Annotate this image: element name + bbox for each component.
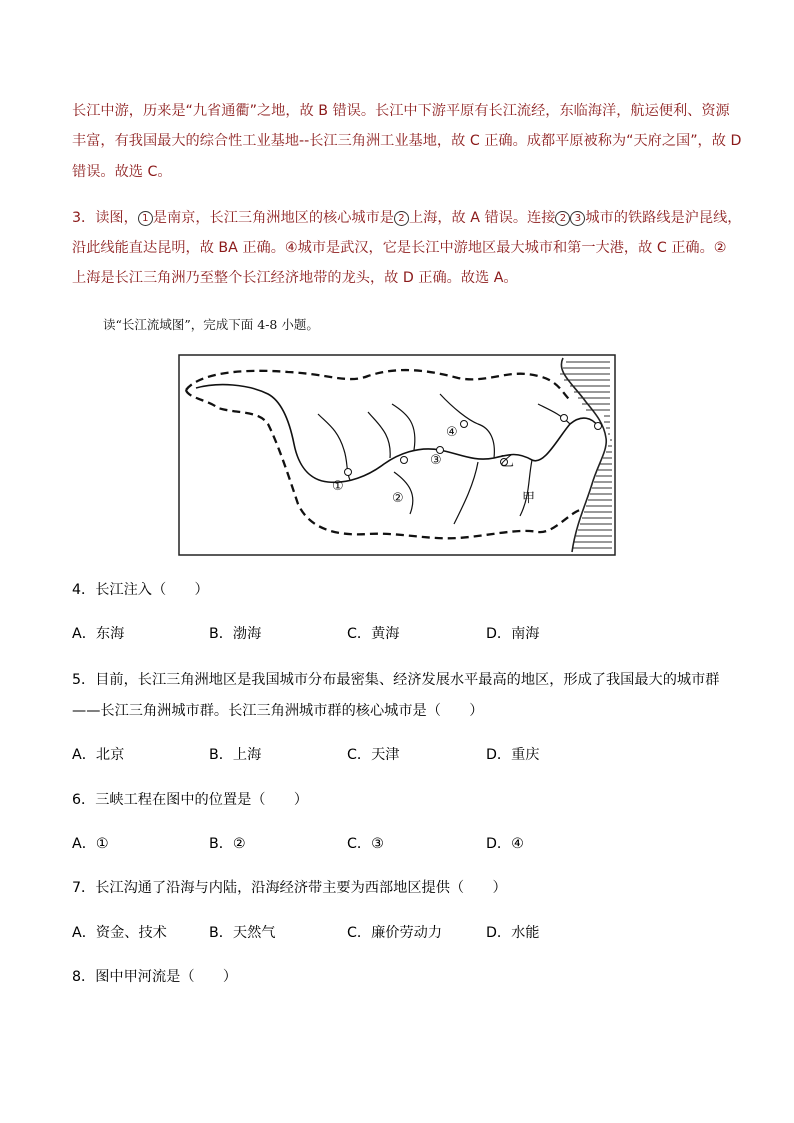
q6-option-a[interactable]: A．① [72,836,109,852]
map-label-jia: 甲 [522,491,536,506]
q7-option-b[interactable]: B．天然气 [209,925,276,941]
q3-text-b: 是南京，长江三角洲地区的核心城市是 [152,210,394,226]
map-label-3: ③ [430,453,442,468]
q4-option-d[interactable]: D．南海 [486,626,540,642]
answer-q3-line-2: 沿此线能直达昆明，故 BA 正确。④城市是武汉，它是长江中游地区最大城市和第一大港，故 C 正确。② [72,240,727,256]
q5-option-a[interactable]: A．北京 [72,747,125,763]
answer-q3-line-3: 上海是长江三角洲乃至整个长江经济地带的龙头，故 D 正确。故选 A。 [72,270,518,286]
circled-number: 2 [555,211,570,226]
answer-line-2: 丰富，有我国最大的综合性工业基地--长江三角洲工业基地，故 C 正确。成都平原被称为“天府之国”，故 D [72,133,742,149]
circled-number: 3 [570,211,585,226]
q3-text-c: 上海，故 A 错误。连接 [408,210,556,226]
q5-option-b[interactable]: B．上海 [209,747,262,763]
q7-option-c[interactable]: C．廉价劳动力 [347,925,443,941]
circled-number: 1 [138,211,153,226]
question-6: 6．三峡工程在图中的位置是（ ） [72,792,309,808]
q3-text-a: 3．读图， [72,210,138,226]
q5-option-d[interactable]: D．重庆 [486,747,540,763]
map-label-2: ② [392,491,404,506]
q6-option-c[interactable]: C．③ [347,836,384,852]
answer-line-1: 长江中游，历来是“九省通衢”之地，故 B 错误。长江中下游平原有长江流经，东临海洋，航运便利、资源 [72,103,730,119]
yangtze-basin-map [178,354,616,556]
q6-option-d[interactable]: D．④ [486,836,524,852]
answer-line-3: 错误。故选 C。 [72,164,172,180]
q5-option-c[interactable]: C．天津 [347,747,400,763]
question-8: 8．图中甲河流是（ ） [72,969,238,985]
q7-option-d[interactable]: D．水能 [486,925,540,941]
map-label-4: ④ [446,425,458,440]
question-4: 4．长江注入（ ） [72,582,209,598]
map-label-1: ① [332,479,344,494]
question-5: 5．目前，长江三角洲地区是我国城市分布最密集、经济发展水平最高的地区，形成了我国最大的城市群 [72,672,720,688]
q6-option-b[interactable]: B．② [209,836,246,852]
answer-q3-line-1 [72,208,741,228]
q3-text-d: 城市的铁路线是沪昆线， [585,210,742,226]
map-frame [179,355,615,555]
q4-option-c[interactable]: C．黄海 [347,626,400,642]
map-intro: 读“长江流域图”，完成下面 4-8 小题。 [103,317,319,332]
question-5-cont: ——长江三角洲城市群。长江三角洲城市群的核心城市是（ ） [72,703,484,719]
circled-number: 2 [394,211,409,226]
q7-option-a[interactable]: A．资金、技术 [72,925,167,941]
question-7: 7．长江沟通了沿海与内陆，沿海经济带主要为西部地区提供（ ） [72,880,507,896]
map-label-yi: 乙 [500,454,514,470]
q4-option-a[interactable]: A．东海 [72,626,125,642]
q4-option-b[interactable]: B．渤海 [209,626,262,642]
